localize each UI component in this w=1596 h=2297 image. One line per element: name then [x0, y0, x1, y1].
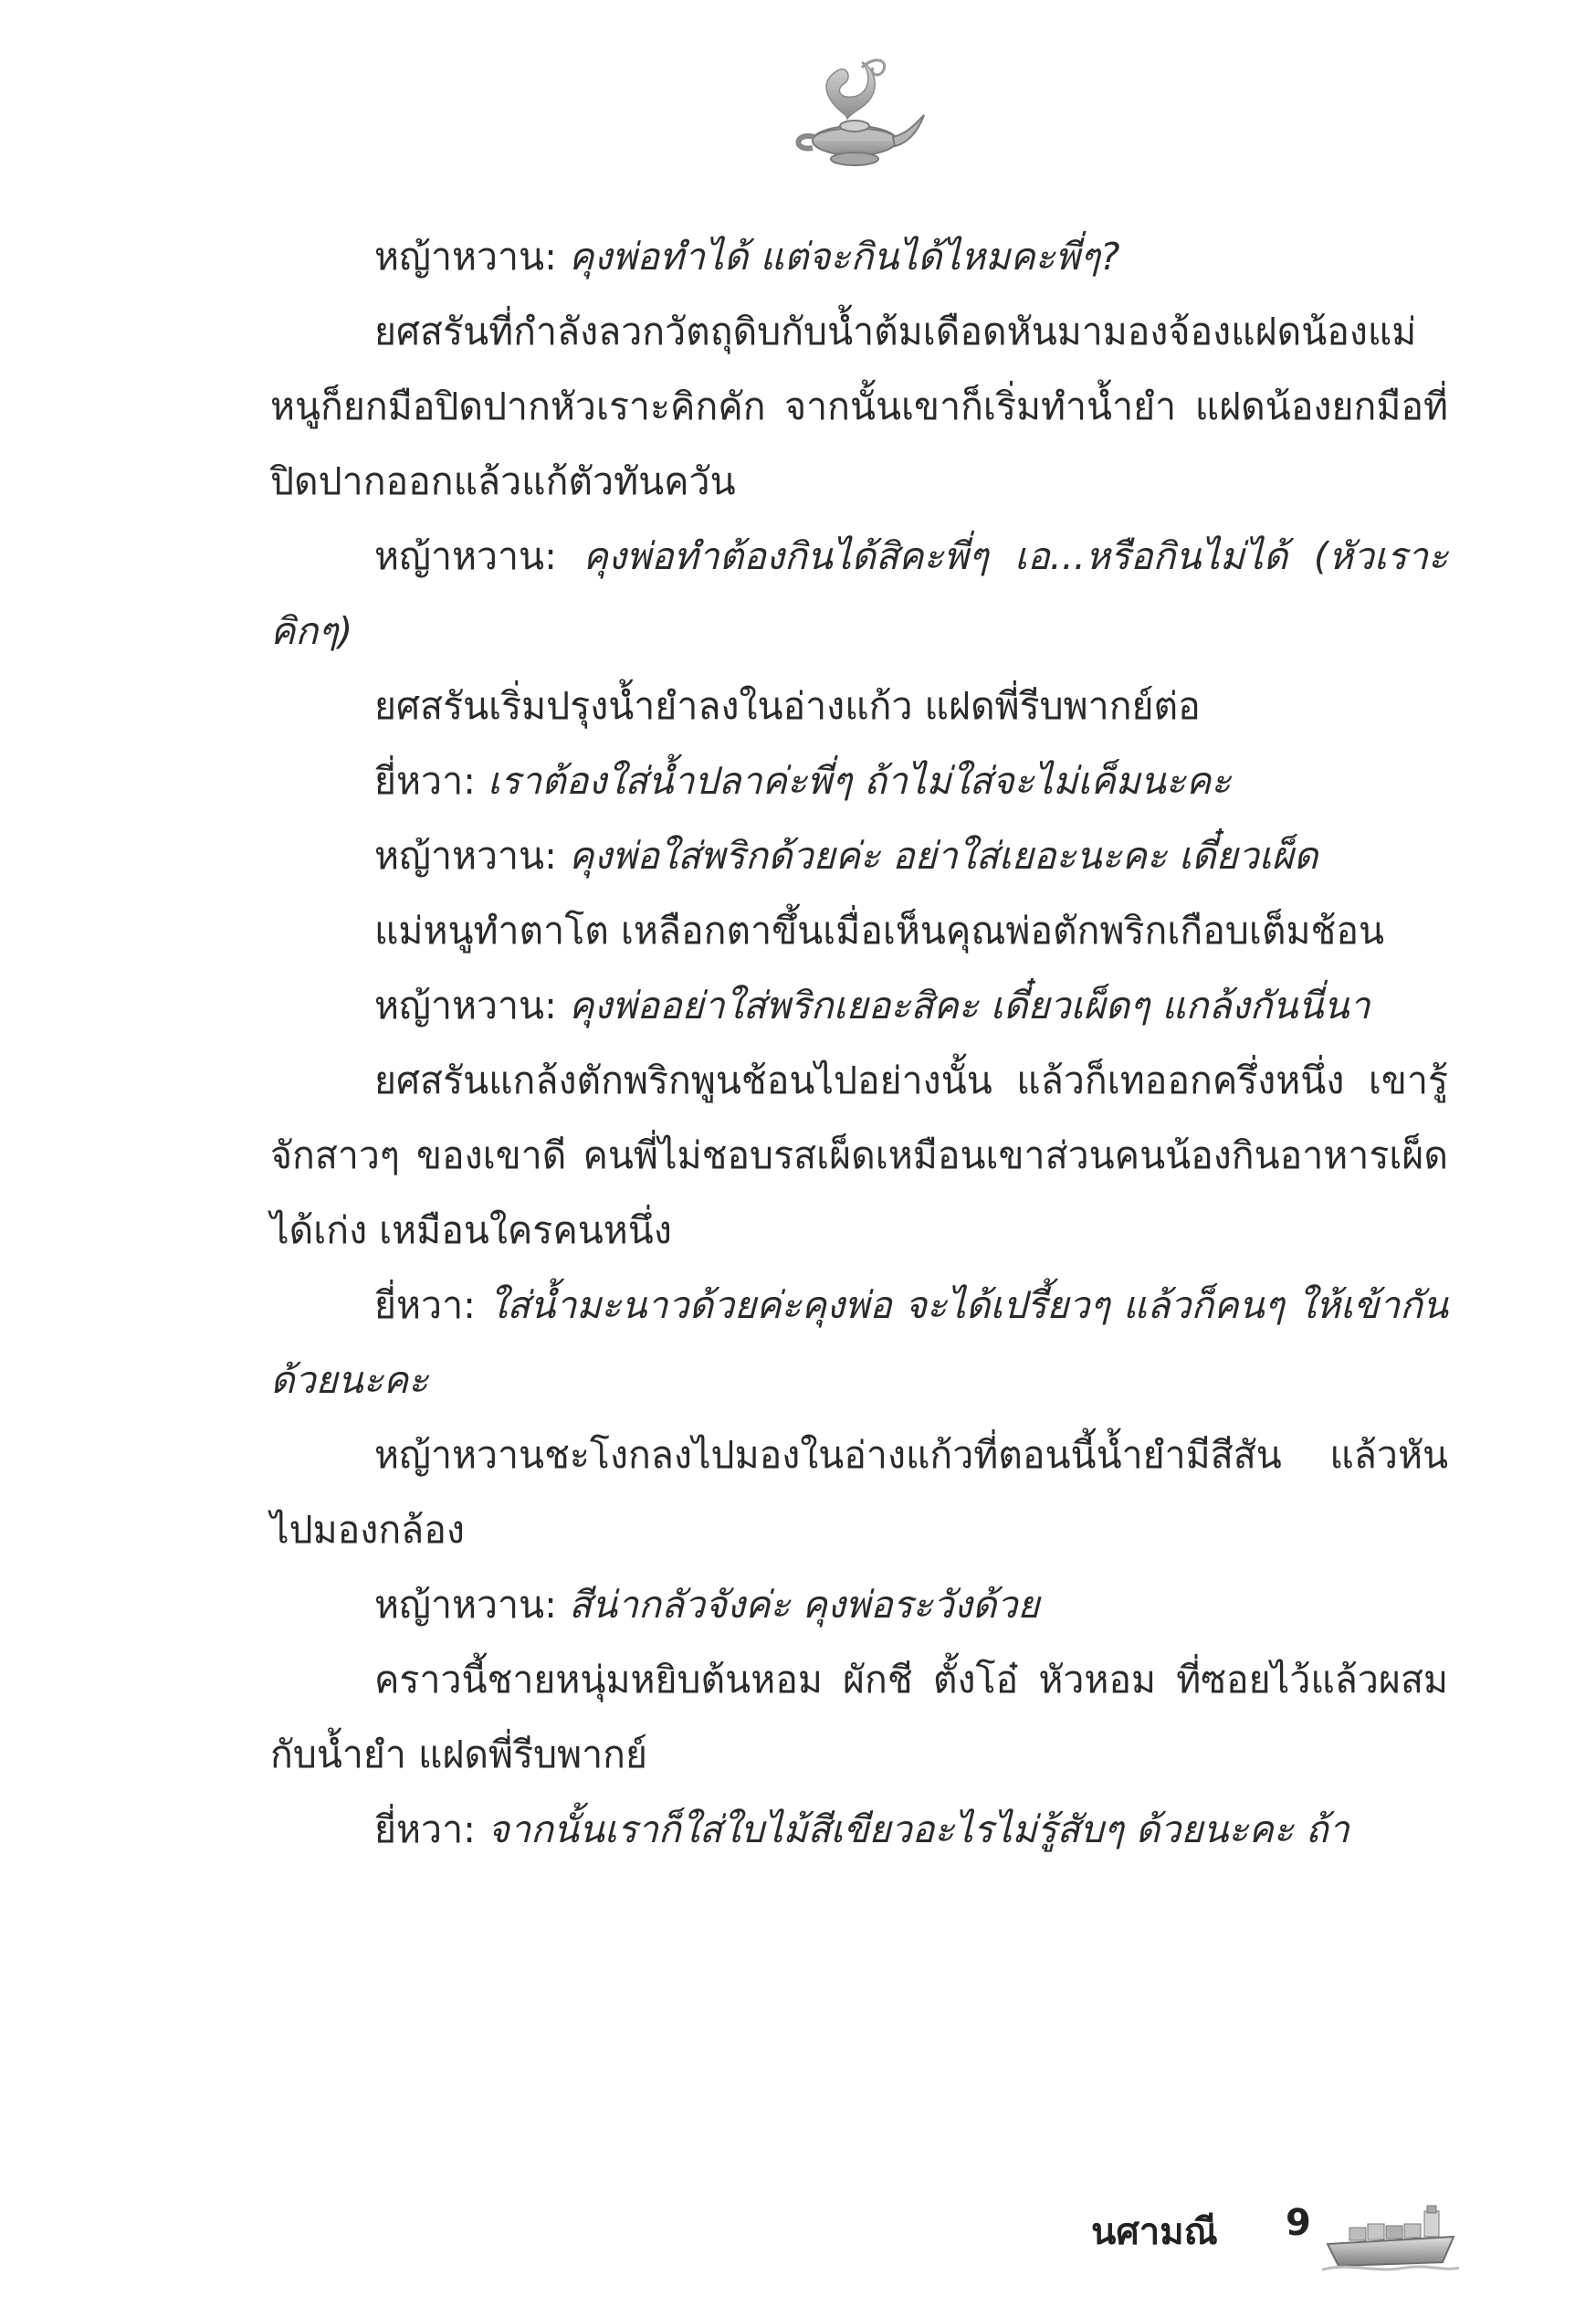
- dialogue-line: จากนั้นเราก็ใส่ใบไม้สีเขียวอะไรไม่รู้สับๆ ด้วยนะคะ ถ้า: [487, 1807, 1349, 1851]
- dialogue-paragraph: [270, 968, 1448, 1043]
- speaker-name: หญ้าหวาน:: [374, 235, 569, 279]
- speaker-name: ยี่หวา:: [374, 759, 488, 803]
- page-number: 9: [1286, 2202, 1311, 2244]
- narration-paragraph: คราวนี้ชายหนุ่มหยิบต้นหอม ผักชี ตั้งโอ๋ หัวหอม ที่ซอยไว้แล้วผสมกับน้ำยำ แฝดพี่รีบพากย์: [270, 1658, 1448, 1776]
- dialogue-line: ใส่น้ำมะนาวด้วยค่ะคุงพ่อ จะได้เปรี้ยวๆ แล้วก็คนๆ ให้เข้ากันด้วยนะคะ: [270, 1283, 1448, 1402]
- speaker-name: หญ้าหวาน:: [374, 1583, 569, 1627]
- dialogue-paragraph: [270, 1792, 1448, 1867]
- speaker-name: ยี่หวา:: [374, 1807, 488, 1851]
- dialogue-line: คุงพ่ออย่าใส่พริกเยอะสิคะ เดี๋ยวเผ็ดๆ แกล้งกันนี่นา: [568, 984, 1370, 1027]
- dialogue-line: สีน่ากลัวจังค่ะ คุงพ่อระวังด้วย: [568, 1583, 1040, 1627]
- speaker-name: หญ้าหวาน:: [374, 984, 569, 1027]
- dialogue-paragraph: [270, 1268, 1448, 1417]
- page-footer: [0, 2197, 1596, 2297]
- cargo-ship-icon: [1322, 2197, 1459, 2279]
- book-title: นศามณี: [1091, 2211, 1218, 2253]
- narration-paragraph: ยศสรันแกล้งตักพริกพูนช้อนไปอย่างนั้น แล้วก็เทออกครึ่งหนึ่ง เขารู้จักสาวๆ ของเขาดี คนพี่ไม่ชอบรสเผ็ดเหมือนเขาส่วนคนน้องกินอาหารเผ็ดได้เก่ง เหมือนใครคนหนึ่ง: [270, 1059, 1448, 1252]
- dialogue-paragraph: [270, 1567, 1448, 1642]
- dialogue-paragraph: [270, 818, 1448, 893]
- narration-paragraph: ยศสรันที่กำลังลวกวัตถุดิบกับน้ำต้มเดือดหันมามองจ้องแฝดน้องแม่หนูก็ยกมือปิดปากหัวเราะคิกคัก จากนั้นเขาก็เริ่มทำน้ำยำ แฝดน้องยกมือที่ปิดปากออกแล้วแก้ตัวทันควัน: [270, 310, 1448, 503]
- dialogue-line: คุงพ่อทำต้องกินได้สิคะพี่ๆ เอ...หรือกินไม่ได้ (หัวเราะคิกๆ): [270, 534, 1448, 653]
- speaker-name: หญ้าหวาน:: [374, 534, 583, 578]
- genie-lamp-icon: [782, 51, 928, 170]
- narration-paragraph: หญ้าหวานชะโงกลงไปมองในอ่างแก้วที่ตอนนี้น้ำยำมีสีสัน แล้วหันไปมองกล้อง: [270, 1433, 1448, 1552]
- narration-paragraph: ยศสรันเริ่มปรุงน้ำยำลงในอ่างแก้ว แฝดพี่รีบพากย์ต่อ: [374, 684, 1201, 728]
- dialogue-paragraph: [270, 219, 1448, 294]
- dialogue-paragraph: [270, 743, 1448, 818]
- speaker-name: ยี่หวา:: [374, 1283, 489, 1327]
- speaker-name: หญ้าหวาน:: [374, 834, 569, 878]
- dialogue-line: คุงพ่อทำได้ แต่จะกินได้ไหมคะพี่ๆ?: [568, 235, 1120, 279]
- dialogue-line: คุงพ่อใส่พริกด้วยค่ะ อย่าใส่เยอะนะคะ เดี๋ยวเผ็ด: [568, 834, 1318, 878]
- dialogue-line: เราต้องใส่น้ำปลาค่ะพี่ๆ ถ้าไม่ใส่จะไม่เค็มนะคะ: [487, 759, 1232, 803]
- story-text: [270, 219, 1448, 1867]
- dialogue-paragraph: [270, 519, 1448, 669]
- narration-paragraph: แม่หนูทำตาโต เหลือกตาขึ้นเมื่อเห็นคุณพ่อตักพริกเกือบเต็มช้อน: [374, 909, 1384, 953]
